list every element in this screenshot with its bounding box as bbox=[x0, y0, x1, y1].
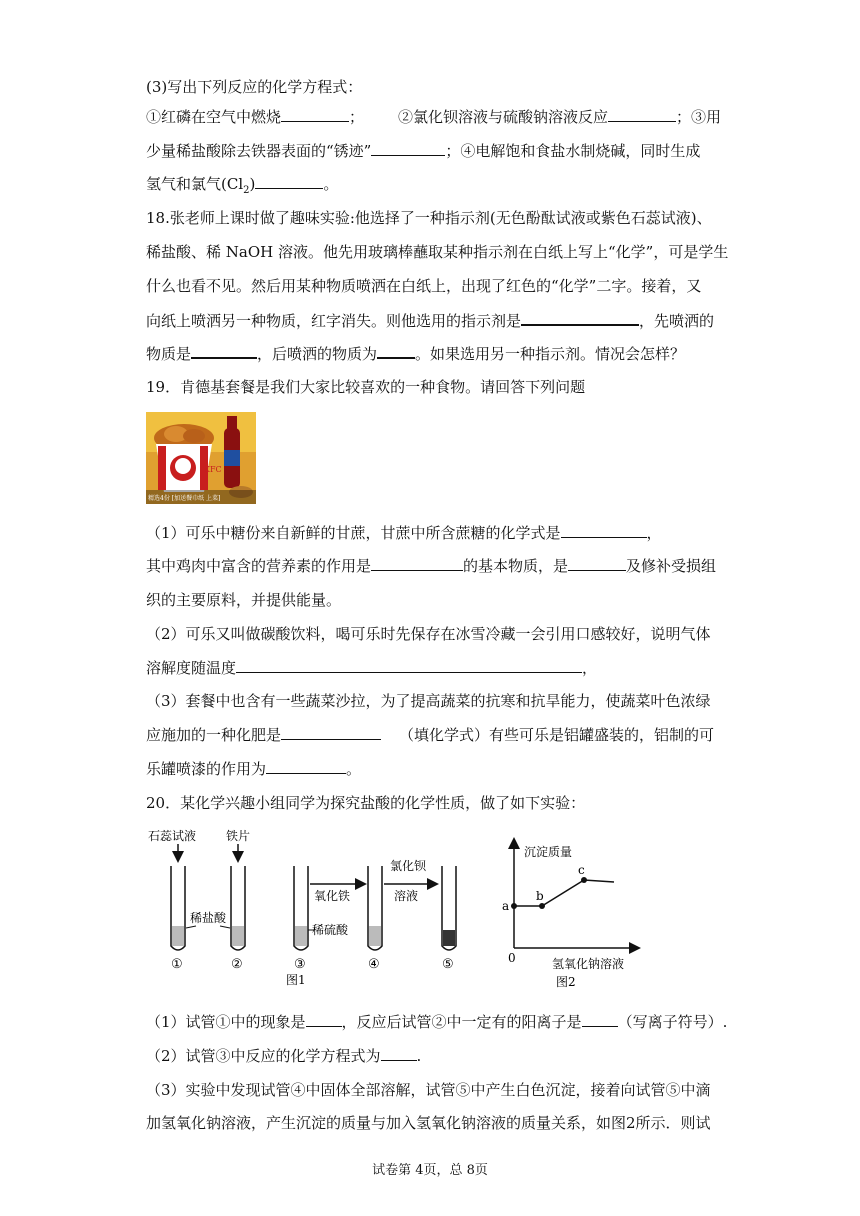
q17-text: ；③用 bbox=[676, 108, 722, 126]
tube-liquid bbox=[172, 926, 184, 946]
q19-p1-line1 bbox=[146, 523, 662, 543]
q20-text: （写离子符号）. bbox=[617, 1013, 728, 1031]
answer-blank[interactable] bbox=[281, 725, 381, 740]
q18-line4 bbox=[146, 310, 714, 331]
experiment-figure bbox=[146, 826, 644, 994]
label-tube-3: ③ bbox=[294, 957, 306, 972]
q19-text: 乐罐喷漆的作用为 bbox=[146, 760, 267, 778]
answer-blank[interactable] bbox=[521, 310, 639, 326]
origin-label: 0 bbox=[508, 951, 516, 965]
q19-text: 应施加的一种化肥是 bbox=[146, 726, 282, 744]
q20-p3-line2: 加氢氧化钠溶液，产生沉淀的质量与加入氢氧化钠溶液的质量关系，如图2所示．则试 bbox=[146, 1114, 711, 1132]
label-bacl2-2: 溶液 bbox=[394, 889, 419, 903]
q17-text: 氢气和氯气(Cl bbox=[146, 175, 244, 193]
q19-text: （填化学式）有些可乐是铝罐盛装的，铝制的可 bbox=[399, 726, 715, 744]
answer-blank[interactable] bbox=[371, 556, 463, 571]
q18-line1: 18.张老师上课时做了趣味实验:他选择了一种指示剂(无色酚酞试液或紫色石蕊试液)、 bbox=[146, 209, 712, 227]
q18-text: 。如果选用另一种指示剂。情况会怎样？ bbox=[415, 345, 686, 363]
q17-line2 bbox=[146, 141, 700, 161]
label-tube-1: ① bbox=[171, 957, 183, 972]
q19-p2-line2 bbox=[146, 658, 597, 678]
label-c: c bbox=[578, 863, 585, 877]
q19-text: ， bbox=[646, 524, 662, 542]
label-fe2o3: 氧化铁 bbox=[314, 889, 351, 903]
q19-text: 其中鸡肉中富含的营养素的作用是 bbox=[146, 557, 372, 575]
answer-blank[interactable] bbox=[582, 1012, 618, 1027]
point-b bbox=[539, 903, 545, 909]
q18-line3: 什么也看不见。然后用某种物质喷洒在白纸上，出现了红色的“化学”二字。接着，又 bbox=[146, 277, 702, 295]
q19-p1-line3: 织的主要原料，并提供能量。 bbox=[146, 591, 342, 609]
q20-p1 bbox=[146, 1012, 727, 1032]
q18-line5 bbox=[146, 343, 685, 364]
q19-text: 及修补受损组 bbox=[626, 557, 717, 575]
q17-text: ②氯化钡溶液与硫酸钠溶液反应 bbox=[398, 108, 609, 126]
q20-p3-line1: （3）实验中发现试管④中固体全部溶解，试管⑤中产生白色沉淀，接着向试管⑤中滴 bbox=[146, 1081, 711, 1099]
label-bacl2-1: 氯化钡 bbox=[390, 859, 427, 873]
label-tube-2: ② bbox=[231, 957, 243, 972]
q18-text: ，后喷洒的物质为 bbox=[257, 345, 378, 363]
subscript: 2 bbox=[243, 185, 250, 196]
q20-text: （1）试管①中的现象是 bbox=[146, 1013, 306, 1031]
q19-p1-line2 bbox=[146, 556, 716, 576]
pointer-line bbox=[220, 926, 230, 928]
q17-text: 少量稀盐酸除去铁器表面的“锈迹” bbox=[146, 142, 372, 160]
y-axis-label: 沉淀质量 bbox=[524, 845, 573, 859]
q17-text: ；④电解饱和食盐水制烧碱，同时生成 bbox=[445, 142, 701, 160]
point-c bbox=[581, 877, 587, 883]
label-fig1: 图1 bbox=[286, 973, 306, 987]
q19-p2-line1: （2）可乐又叫做碳酸饮料，喝可乐时先保存在冰雪冷藏一会引用口感较好，说明气体 bbox=[146, 625, 711, 643]
q19-text: （1）可乐中糖份来自新鲜的甘蔗，甘蔗中所含蔗糖的化学式是 bbox=[146, 524, 561, 542]
q17-text: 。 bbox=[323, 175, 339, 193]
answer-blank[interactable] bbox=[561, 523, 647, 538]
label-a: a bbox=[502, 899, 510, 913]
answer-blank[interactable] bbox=[377, 343, 415, 359]
answer-blank[interactable] bbox=[608, 107, 676, 122]
q19-text: 溶解度随温度 bbox=[146, 659, 237, 677]
q20-text: ，反应后试管②中一定有的阳离子是 bbox=[341, 1013, 582, 1031]
experiment-diagram bbox=[146, 826, 644, 994]
answer-blank[interactable] bbox=[281, 107, 349, 122]
page-footer: 试卷第 4页，总 8页 bbox=[372, 1163, 488, 1178]
svg-text:KFC: KFC bbox=[204, 465, 222, 474]
label-fig2: 图2 bbox=[556, 975, 576, 989]
q17-text: ①红磷在空气中燃烧 bbox=[146, 108, 282, 126]
point-a bbox=[511, 903, 517, 909]
q17-line3 bbox=[146, 174, 338, 201]
q20-text: . bbox=[416, 1047, 422, 1065]
label-b: b bbox=[536, 889, 544, 903]
x-axis-label: 氢氧化钠溶液 bbox=[552, 957, 625, 971]
answer-blank[interactable] bbox=[191, 343, 257, 359]
tube-liquid bbox=[295, 926, 307, 946]
answer-blank[interactable] bbox=[371, 141, 445, 156]
q19-text: ， bbox=[582, 659, 598, 677]
q18-text: 向纸上喷洒另一种物质，红字消失。则他选用的指示剂是 bbox=[146, 312, 522, 330]
tube-precipitate bbox=[443, 930, 455, 946]
tube-liquid bbox=[232, 926, 244, 946]
answer-blank[interactable] bbox=[568, 556, 626, 571]
label-iron: 铁片 bbox=[226, 829, 251, 843]
answer-blank[interactable] bbox=[236, 658, 582, 673]
answer-blank[interactable] bbox=[306, 1012, 342, 1027]
label-litmus: 石蕊试液 bbox=[148, 829, 197, 843]
q18-line2: 稀盐酸、稀 NaOH 溶液。他先用玻璃棒蘸取某种指示剂在白纸上写上“化学”，可是学生 bbox=[146, 243, 729, 261]
q17-part3-header: (3)写出下列反应的化学方程式： bbox=[146, 78, 363, 96]
q19-title: 19．肯德基套餐是我们大家比较喜欢的一种食物。请回答下列问题 bbox=[146, 378, 586, 396]
answer-blank[interactable] bbox=[255, 174, 323, 189]
answer-blank[interactable] bbox=[266, 759, 346, 774]
q20-p2 bbox=[146, 1046, 421, 1066]
q18-text: 物质是 bbox=[146, 345, 192, 363]
tube-liquid bbox=[369, 926, 381, 946]
q18-text: ，先喷洒的 bbox=[639, 312, 715, 330]
q19-p3-line1: （3）套餐中也含有一些蔬菜沙拉，为了提高蔬菜的抗寒和抗旱能力，使蔬菜叶色浓绿 bbox=[146, 692, 711, 710]
q17-line1 bbox=[146, 107, 721, 127]
q17-text: ) bbox=[249, 175, 256, 193]
q20-title: 20．某化学兴趣小组同学为探究盐酸的化学性质，做了如下实验： bbox=[146, 794, 586, 812]
pointer-line bbox=[186, 926, 196, 928]
q20-text: （2）试管③中反应的化学方程式为 bbox=[146, 1047, 381, 1065]
q19-text: 。 bbox=[346, 760, 362, 778]
label-h2so4: 稀硫酸 bbox=[312, 923, 349, 937]
image-caption: 精选4份 [加送餐巾纸 上菜] bbox=[148, 495, 221, 502]
label-tube-4: ④ bbox=[368, 957, 380, 972]
label-tube-5: ⑤ bbox=[442, 957, 454, 972]
q19-text: 的基本物质，是 bbox=[463, 557, 569, 575]
q17-text: ； bbox=[349, 108, 365, 126]
kfc-meal-image bbox=[146, 412, 256, 504]
label-dilute-hcl: 稀盐酸 bbox=[190, 911, 227, 925]
q19-p3-line2 bbox=[146, 725, 714, 745]
q19-p3-line3 bbox=[146, 759, 361, 779]
answer-blank[interactable] bbox=[381, 1046, 417, 1061]
precipitate-curve bbox=[514, 880, 614, 906]
